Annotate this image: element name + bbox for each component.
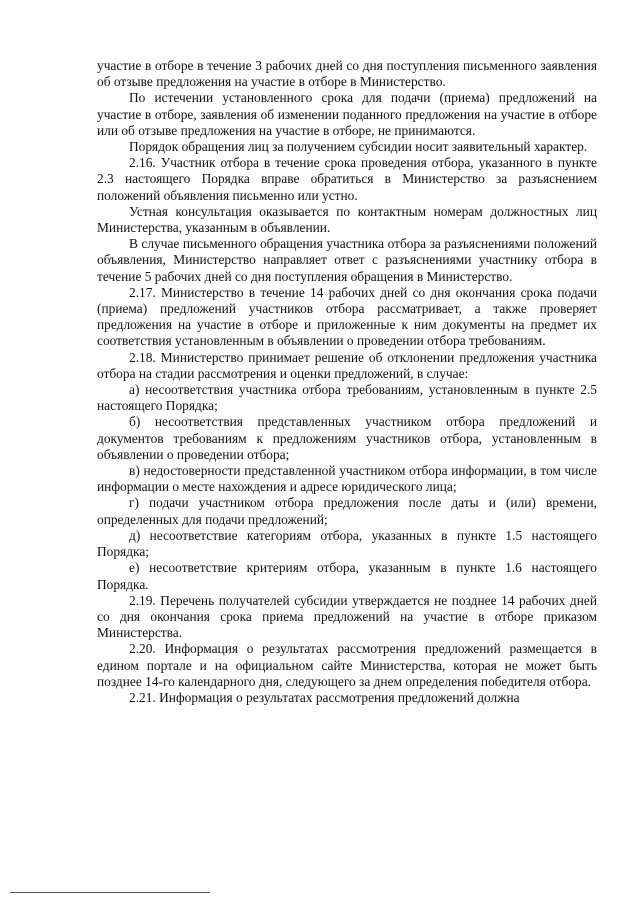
paragraph: Устная консультация оказывается по контактным номерам должностных лиц Министерства, указанным в объявлении. [97,203,597,236]
list-item-d: д) несоответствие категориям отбора, указанных в пункте 1.5 настоящего Порядка; [97,527,597,560]
document-page [97,58,597,706]
paragraph-2-17: 2.17. Министерство в течение 14 рабочих дней со дня окончания срока подачи (приема) предложений участников отбора рассматривает, а также проверяет предложения на участие в отборе и приложенные к ним документы на предмет их соответствия установленным в объявлении о проведении отбора требованиям. [97,284,597,349]
list-item-a: а) несоответствия участника отбора требованиям, установленным в пункте 2.5 настоящего Порядка; [97,382,597,414]
list-item-e: е) несоответствие критериям отбора, указанным в пункте 1.6 настоящего Порядка. [97,560,597,592]
paragraph-2-21: 2.21. Информация о результатах рассмотрения предложений должна [129,689,520,705]
footer-divider [10,892,210,893]
list-item-v: в) недостоверности представленной участником отбора информации, в том числе информации о месте нахождения и адресе юридического лица; [97,463,597,495]
paragraph-2-16: 2.16. Участник отбора в течение срока проведения отбора, указанного в пункте 2.3 настоящего Порядка вправе обратиться в Министерство за разъяснением положений объявления письменно или устно. [97,155,597,203]
paragraph-2-19: 2.19. Перечень получателей субсидии утверждается не позднее 14 рабочих дней со дня окончания срока приема предложений на участие в отборе приказом Министерства. [97,592,597,641]
paragraph-continuation: участие в отборе в течение 3 рабочих дней со дня поступления письменного заявления об отзыве предложения на участие в отборе в Министерство. [97,58,597,90]
list-item-g: г) подачи участником отбора предложения после даты и (или) времени, определенных для подачи предложений; [97,495,597,527]
paragraph: По истечении установленного срока для подачи (приема) предложений на участие в отборе, заявления об изменении поданного предложения на участие в отборе или об отзыве предложения на участие в отборе, не принимаются. [97,90,597,138]
paragraph: В случае письменного обращения участника отбора за разъяснениями положений объявления, Министерство направляет ответ с разъяснениями участнику отбора в течение 5 рабочих дней со дня поступления обращения в Министерство. [97,236,597,284]
list-item-b: б) несоответствия представленных участником отбора предложений и документов требованиям к предложениям участников отбора, установленным в объявлении о проведении отбора; [97,414,597,462]
paragraph-2-20: 2.20. Информация о результатах рассмотрения предложений размещается в едином портале и на официальном сайте Министерства, которая не может быть позднее 14-го календарного дня, следующего за днем определения победителя отбора. [97,641,597,689]
paragraph: Порядок обращения лиц за получением субсидии носит заявительный характер. [129,139,588,155]
paragraph-2-18: 2.18. Министерство принимает решение об отклонении предложения участника отбора на стадии рассмотрения и оценки предложений, в случае: [97,349,597,381]
